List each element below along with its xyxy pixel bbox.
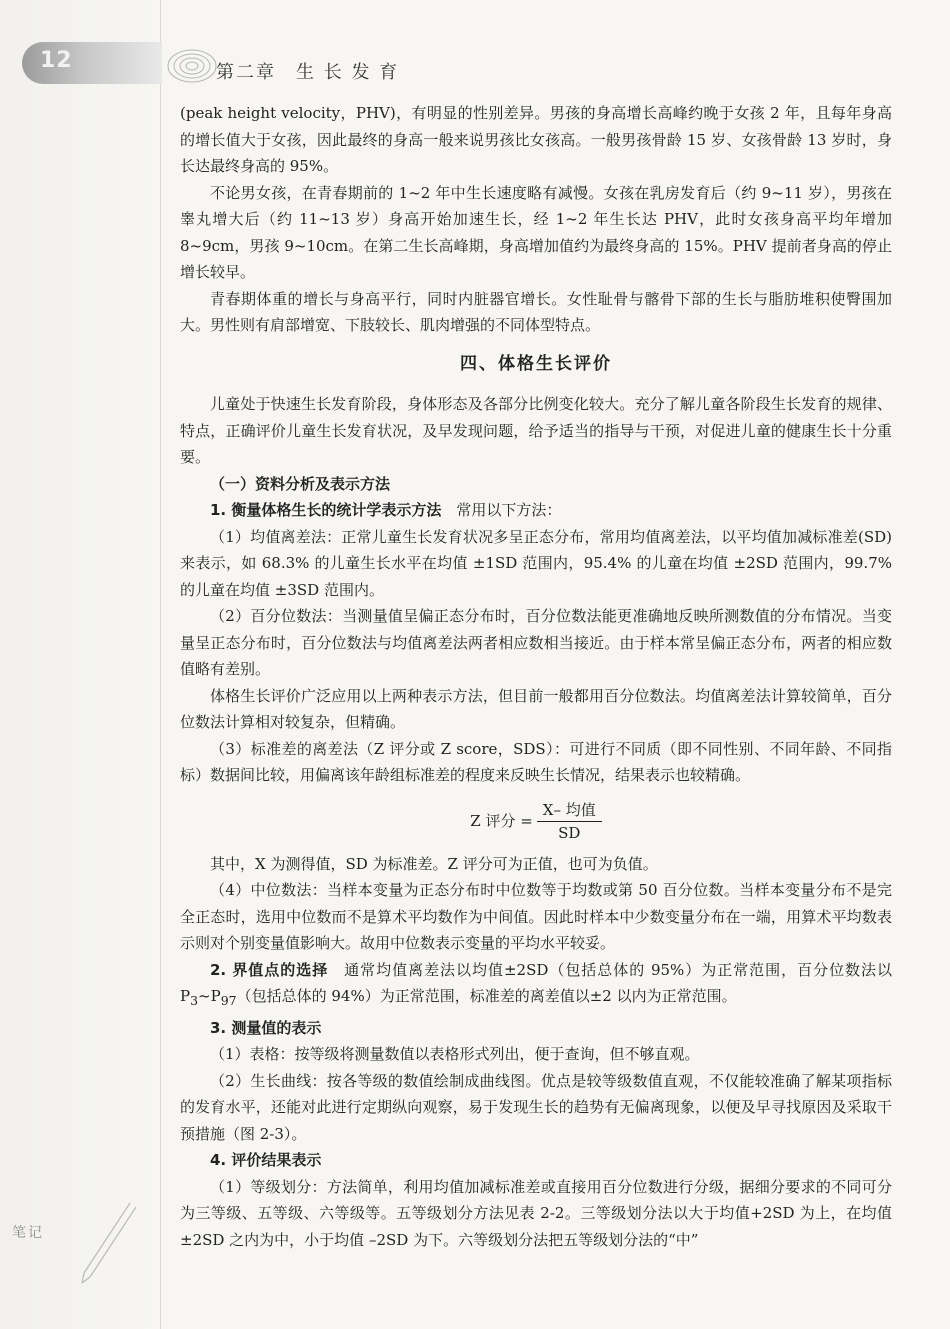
formula-fraction — [537, 799, 602, 844]
paragraph-2: 不论男女孩，在青春期前的 1~2 年中生长速度略有减慢。女孩在乳房发育后（约 9~11 岁），男孩在睾丸增大后（约 11~13 岁）身高开始加速生长，经 1~2 年生长达 PHV，此时女孩身高平均年增加 8~9cm，男孩 9~10cm。在第二生长高峰期，身高增加值约为最终身高的 15%。PHV 提前者身高的停止增长较早。 — [180, 183, 892, 281]
swirl-ornament-icon — [160, 40, 220, 88]
heading-4: 4. 评价结果表示 — [210, 1151, 322, 1169]
paragraph-7: 体格生长评价广泛应用以上两种表示方法，但目前一般都用百分位数法。均值离差法计算较简单，百分位数法计算相对较复杂，但精确。 — [180, 686, 892, 731]
paragraph-4: 儿童处于快速生长发育阶段，身体形态及各部分比例变化较大。充分了解儿童各阶段生长发育的规律、特点，正确评价儿童生长发育状况，及早发现问题，给予适当的指导与干预，对促进儿童的健康生长十分重要。 — [180, 395, 892, 466]
section-title: 四、体格生长评价 — [460, 353, 612, 374]
formula-denominator: SD — [558, 824, 581, 842]
paragraph-11: （1）表格：按等级将测量数值以表格形式列出，便于查询，但不够直观。 — [210, 1045, 700, 1063]
z-score-formula — [180, 797, 892, 847]
notes-label: 笔记 — [12, 1225, 44, 1241]
paragraph-3: 青春期体重的增长与身高平行，同时内脏器官增长。女性耻骨与髂骨下部的生长与脂肪堆积使臀围加大。男性则有肩部增宽、下肢较长、肌肉增强的不同体型特点。 — [180, 289, 892, 334]
paragraph-1: (peak height velocity，PHV)，有明显的性别差异。男孩的身高增长高峰约晚于女孩 2 年，且每年身高的增长值大于女孩，因此最终的身高一般来说男孩比女孩高。一般男孩骨龄 15 岁、女孩骨龄 13 岁时，身长达最终身高的 95%。 — [180, 104, 892, 175]
paragraph-9: 其中，X 为测得值，SD 为标准差。Z 评分可为正值，也可为负值。 — [210, 854, 658, 873]
formula-numerator: X– 均值 — [537, 799, 602, 822]
paragraph-12: （2）生长曲线：按各等级的数值绘制成曲线图。优点是较等级数值直观，不仅能较准确了解某项指标的发育水平，还能对此进行定期纵向观察，易于发现生长的趋势有无偏离现象，以便及早寻找原因及采取干预措施（图 2-3）。 — [180, 1071, 892, 1143]
left-margin — [0, 0, 165, 1329]
paragraph-10: （4）中位数法：当样本变量为正态分布时中位数等于均数或第 50 百分位数。当样本变量分布不是完全正态时，选用中位数而不是算术平均数作为中间值。因此时样本中少数变量分布在一端，用算术平均数表示则对个别变量值影响大。故用中位数表示变量的平均水平较妥。 — [180, 881, 892, 952]
heading-2-text-a: 通常均值离差法以均值±2SD（包括总体的 95%）为正常范围，百分位数法以 P — [180, 960, 892, 1005]
heading-1-text: 常用以下方法： — [441, 501, 562, 519]
heading-2-text-b: ~P — [198, 987, 221, 1005]
page-content — [180, 100, 892, 1253]
paragraph-13: （1）等级划分：方法简单，利用均值加减标准差或直接用百分位数进行分级，据细分要求的不同可分为三等级、五等级、六等级等。五等级划分方法见表 2-2。三等级划分法以大于均值+2SD 为上，在均值 ±2SD 之内为中，小于均值 –2SD 为下。六等级划分法把五等级划分法的“中” — [180, 1177, 892, 1249]
margin-rule — [160, 0, 161, 1329]
subsection-heading-1: （一）资料分析及表示方法 — [210, 474, 391, 493]
pencil-icon — [70, 1195, 150, 1285]
heading-3: 3. 测量值的表示 — [210, 1018, 322, 1037]
formula-lhs: Z 评分 = — [470, 812, 533, 831]
heading-2-title: 2. 界值点的选择 — [210, 960, 329, 979]
paragraph-8: （3）标准差的离差法（Z 评分或 Z score，SDS）：可进行不同质（即不同性别、不同年龄、不同指标）数据间比较，用偏离该年龄组标准差的程度来反映生长情况，结果表示也较精确。 — [180, 739, 892, 784]
heading-2-line — [180, 957, 892, 1015]
heading-2-sub-3: 3 — [190, 993, 199, 1008]
chapter-title: 第二章 生 长 发 育 — [216, 62, 400, 83]
heading-2-text-c: （包括总体的 94%）为正常范围，标准差的离差值以±2 以内为正常范围。 — [236, 987, 737, 1005]
heading-1-title: 1. 衡量体格生长的统计学表示方法 — [210, 501, 442, 519]
heading-2-sub-97: 97 — [220, 993, 237, 1008]
page-number: 12 — [40, 48, 73, 73]
paragraph-6: （2）百分位数法：当测量值呈偏正态分布时，百分位数法能更准确地反映所测数值的分布情况。当变量呈正态分布时，百分位数法与均值离差法两者相应数相当接近。由于样本常呈偏正态分布，两者的相应数值略有差别。 — [180, 607, 892, 678]
paragraph-5: （1）均值离差法：正常儿童生长发育状况多呈正态分布，常用均值离差法，以平均值加减标准差(SD)来表示，如 68.3% 的儿童生长水平在均值 ±1SD 范围内，95.4% 的儿童在均值 ±2SD 范围内，99.7% 的儿童在均值 ±3SD 范围内。 — [180, 527, 892, 599]
heading-1-line — [180, 497, 892, 524]
